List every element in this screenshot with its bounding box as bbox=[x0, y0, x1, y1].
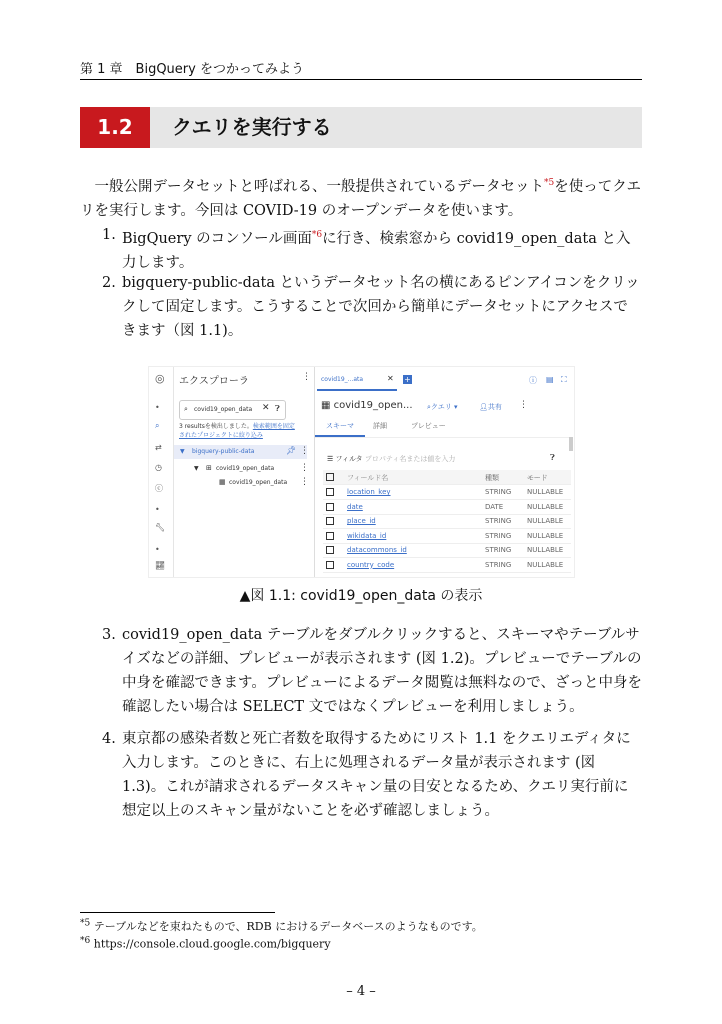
filter-label: フィルタ bbox=[335, 455, 363, 463]
footnote-mark: *5 bbox=[80, 918, 91, 929]
column-header: フィールド名 bbox=[347, 474, 389, 482]
text: 共有 bbox=[487, 403, 502, 411]
field-mode: NULLABLE bbox=[527, 546, 564, 554]
dot-icon: • bbox=[155, 403, 160, 412]
search-icon: ⌕ bbox=[184, 405, 188, 413]
intro-paragraph bbox=[80, 171, 642, 223]
field-mode: NULLABLE bbox=[527, 502, 564, 511]
schema-row bbox=[323, 543, 571, 558]
clear-icon[interactable]: ✕ bbox=[262, 403, 270, 413]
query-button[interactable]: ⌕クエリ ▾ bbox=[427, 403, 458, 411]
section-number: 1.2 bbox=[80, 107, 150, 148]
schema-row bbox=[323, 485, 571, 500]
list-number: 4. bbox=[102, 731, 116, 747]
divider bbox=[315, 437, 570, 438]
text: bigquery-public-data というデータセット名の横にあるピンアイコンをクリックして固定します。こうすることで次回から簡単にデータセットにアクセスできます（図 1.1)。 bbox=[122, 275, 640, 339]
field-name-link[interactable]: date bbox=[347, 502, 363, 511]
chart-icon[interactable]: 📈︎ bbox=[155, 561, 166, 570]
footnote bbox=[80, 936, 331, 951]
column-header: モード bbox=[527, 474, 548, 482]
column-header: 種類 bbox=[485, 474, 499, 482]
schema-row bbox=[323, 514, 571, 529]
transfer-icon[interactable]: ⇄ bbox=[155, 443, 162, 452]
footnote-ref: *5 bbox=[544, 178, 555, 188]
filter-bar[interactable]: ☰ フィルタ プロパティ名または値を入力 bbox=[327, 455, 456, 463]
tree-label: covid19_open_data bbox=[229, 479, 288, 486]
list-item bbox=[80, 727, 642, 823]
dot-icon: • bbox=[155, 505, 160, 514]
results-text bbox=[179, 422, 297, 440]
select-all-checkbox[interactable] bbox=[326, 473, 334, 481]
text: テーブルなどを束ねたもので、RDB におけるデータベースのようなものです。 bbox=[93, 920, 483, 933]
text: 一般公開データセットと呼ばれる、一般提供されているデータセット bbox=[94, 178, 544, 195]
pin-icon[interactable]: 📌︎ bbox=[286, 446, 297, 455]
tree-item-table[interactable] bbox=[219, 476, 307, 490]
row-checkbox[interactable] bbox=[326, 561, 334, 569]
table-icon: ▦ bbox=[219, 478, 226, 486]
field-name-link[interactable]: country_code bbox=[347, 560, 395, 569]
schema-row bbox=[323, 529, 571, 544]
field-type: STRING bbox=[485, 560, 512, 569]
text: 東京都の感染者数と死亡者数を取得するためにリスト 1.1 をクエリエディタに入力します。このときに、右上に処理されるデータ量が表示されます (図 1.3)。これが請求されるデータスキャン量の目安となるため、クエリ実行前に想定以上のスキャン量がないことを必ず確認しましょう。 bbox=[122, 731, 631, 819]
footnote-mark: *6 bbox=[80, 936, 91, 946]
text: に行き、検索窓から covid19_open_data と入力します。 bbox=[122, 230, 631, 271]
text: covid19_open... bbox=[333, 400, 413, 411]
expand-icon[interactable]: ▼ bbox=[180, 448, 185, 455]
section-title: クエリを実行する bbox=[172, 115, 332, 139]
list-number: 2. bbox=[102, 275, 116, 291]
tree-item-project[interactable] bbox=[174, 445, 307, 459]
table-details-panel bbox=[315, 367, 574, 577]
help-icon[interactable]: ❓︎ bbox=[275, 404, 280, 413]
table-header bbox=[323, 470, 571, 485]
search-input[interactable] bbox=[179, 400, 286, 420]
add-tab-icon[interactable]: + bbox=[404, 375, 411, 384]
close-icon[interactable]: ✕ bbox=[387, 374, 394, 383]
section-heading bbox=[80, 107, 642, 148]
tab-details[interactable]: 詳細 bbox=[373, 422, 387, 430]
dot-icon: • bbox=[155, 545, 160, 554]
filter-placeholder: プロパティ名または値を入力 bbox=[364, 455, 456, 463]
field-mode: NULLABLE bbox=[527, 517, 564, 525]
field-name-link[interactable]: place_id bbox=[347, 517, 376, 525]
list-item bbox=[80, 623, 642, 719]
footnote-rule bbox=[80, 912, 275, 913]
table-title: ▦ covid19_open... bbox=[321, 400, 413, 411]
page-number: – 4 – bbox=[346, 984, 376, 999]
share-button[interactable]: 👤︎共有 bbox=[479, 403, 502, 411]
more-icon[interactable]: ⋮ bbox=[519, 400, 528, 410]
list-item bbox=[80, 223, 642, 275]
row-checkbox[interactable] bbox=[326, 532, 334, 540]
results-link[interactable]: 検索範囲を固定されたプロジェクトに絞り込み bbox=[179, 423, 295, 439]
tree-label: covid19_open_data bbox=[216, 465, 275, 472]
more-icon[interactable]: ⋮ bbox=[300, 477, 309, 487]
field-type: STRING bbox=[485, 546, 512, 554]
field-name-link[interactable]: datacommons_id bbox=[347, 546, 407, 554]
row-checkbox[interactable] bbox=[326, 517, 334, 525]
field-name-link[interactable]: location_key bbox=[347, 488, 391, 496]
row-checkbox[interactable] bbox=[326, 546, 334, 554]
list-number: 1. bbox=[102, 227, 116, 243]
tab-preview[interactable]: プレビュー bbox=[411, 422, 446, 430]
field-type: STRING bbox=[485, 488, 512, 496]
expand-icon[interactable]: ▼ bbox=[194, 465, 199, 472]
field-type: DATE bbox=[485, 502, 504, 511]
editor-tab[interactable] bbox=[317, 371, 397, 391]
text: クエリ bbox=[430, 403, 452, 411]
explorer-panel bbox=[174, 367, 315, 577]
text: を使ってクエリを実行します。今回は COVID-19 のオープンデータを使います。 bbox=[80, 178, 641, 219]
header-rule bbox=[80, 79, 642, 80]
explorer-title: エクスプローラ bbox=[179, 376, 249, 387]
schema-row bbox=[323, 558, 571, 573]
bigquery-screenshot bbox=[148, 366, 575, 578]
tree-item-dataset[interactable] bbox=[194, 462, 307, 476]
field-type: STRING bbox=[485, 517, 512, 525]
nav-rail bbox=[149, 367, 174, 577]
keyboard-icon[interactable]: ▤ bbox=[546, 375, 554, 384]
field-name-link[interactable]: wikidata_id bbox=[347, 531, 387, 540]
list-number: 3. bbox=[102, 627, 116, 643]
search-icon[interactable]: ⌕ bbox=[155, 421, 160, 430]
tree-label: bigquery-public-data bbox=[192, 448, 255, 455]
text: covid19_open_data テーブルをダブルクリックすると、スキーマやテーブルサイズなどの詳細、プレビューが表示されます (図 1.2)。プレビューでテーブルの中身を確認できます。プレビューによるデータ閲覧は無料なので、ざっと中身を確認したい場合は SELECT 文ではなくプレビューを利用しましょう。 bbox=[122, 627, 642, 715]
figure-caption: ▲図 1.1: covid19_open_data の表示 bbox=[239, 588, 483, 604]
more-icon[interactable]: ⋮ bbox=[302, 372, 311, 382]
bigquery-logo-icon: ◎ bbox=[155, 372, 165, 385]
schema-row bbox=[323, 500, 571, 515]
row-checkbox[interactable] bbox=[326, 503, 334, 511]
field-mode: NULLABLE bbox=[527, 488, 564, 496]
analytics-icon[interactable]: ⓒ bbox=[155, 484, 163, 493]
more-icon[interactable]: ⋮ bbox=[300, 463, 309, 473]
field-mode: NULLABLE bbox=[527, 531, 564, 540]
wrench-icon[interactable]: 🔧︎ bbox=[155, 523, 166, 532]
info-icon[interactable]: ⓘ bbox=[529, 376, 537, 385]
footnote bbox=[80, 918, 483, 934]
footnote-link[interactable]: https://console.cloud.google.com/bigquery bbox=[93, 937, 331, 951]
text: BigQuery のコンソール画面 bbox=[122, 230, 312, 247]
help-icon[interactable]: ❓︎ bbox=[550, 453, 555, 462]
running-header: 第 1 章 BigQuery をつかってみよう bbox=[80, 62, 304, 77]
field-type: STRING bbox=[485, 531, 512, 540]
text: 3 resultsを検出しました。 bbox=[179, 423, 253, 430]
search-value: covid19_open_data bbox=[194, 406, 253, 413]
footnote-ref: *6 bbox=[311, 230, 323, 240]
tab-schema[interactable]: スキーマ bbox=[315, 417, 365, 437]
history-icon[interactable]: ◷ bbox=[155, 463, 162, 472]
dataset-icon: ⊞ bbox=[206, 464, 212, 472]
field-mode: NULLABLE bbox=[527, 560, 564, 569]
scrollbar[interactable] bbox=[569, 437, 573, 451]
row-checkbox[interactable] bbox=[326, 488, 334, 496]
fullscreen-icon[interactable]: ⛶ bbox=[561, 375, 567, 384]
more-icon[interactable]: ⋮ bbox=[300, 446, 309, 456]
tab-label: covid19_...ata bbox=[321, 376, 364, 383]
list-item bbox=[80, 271, 642, 343]
